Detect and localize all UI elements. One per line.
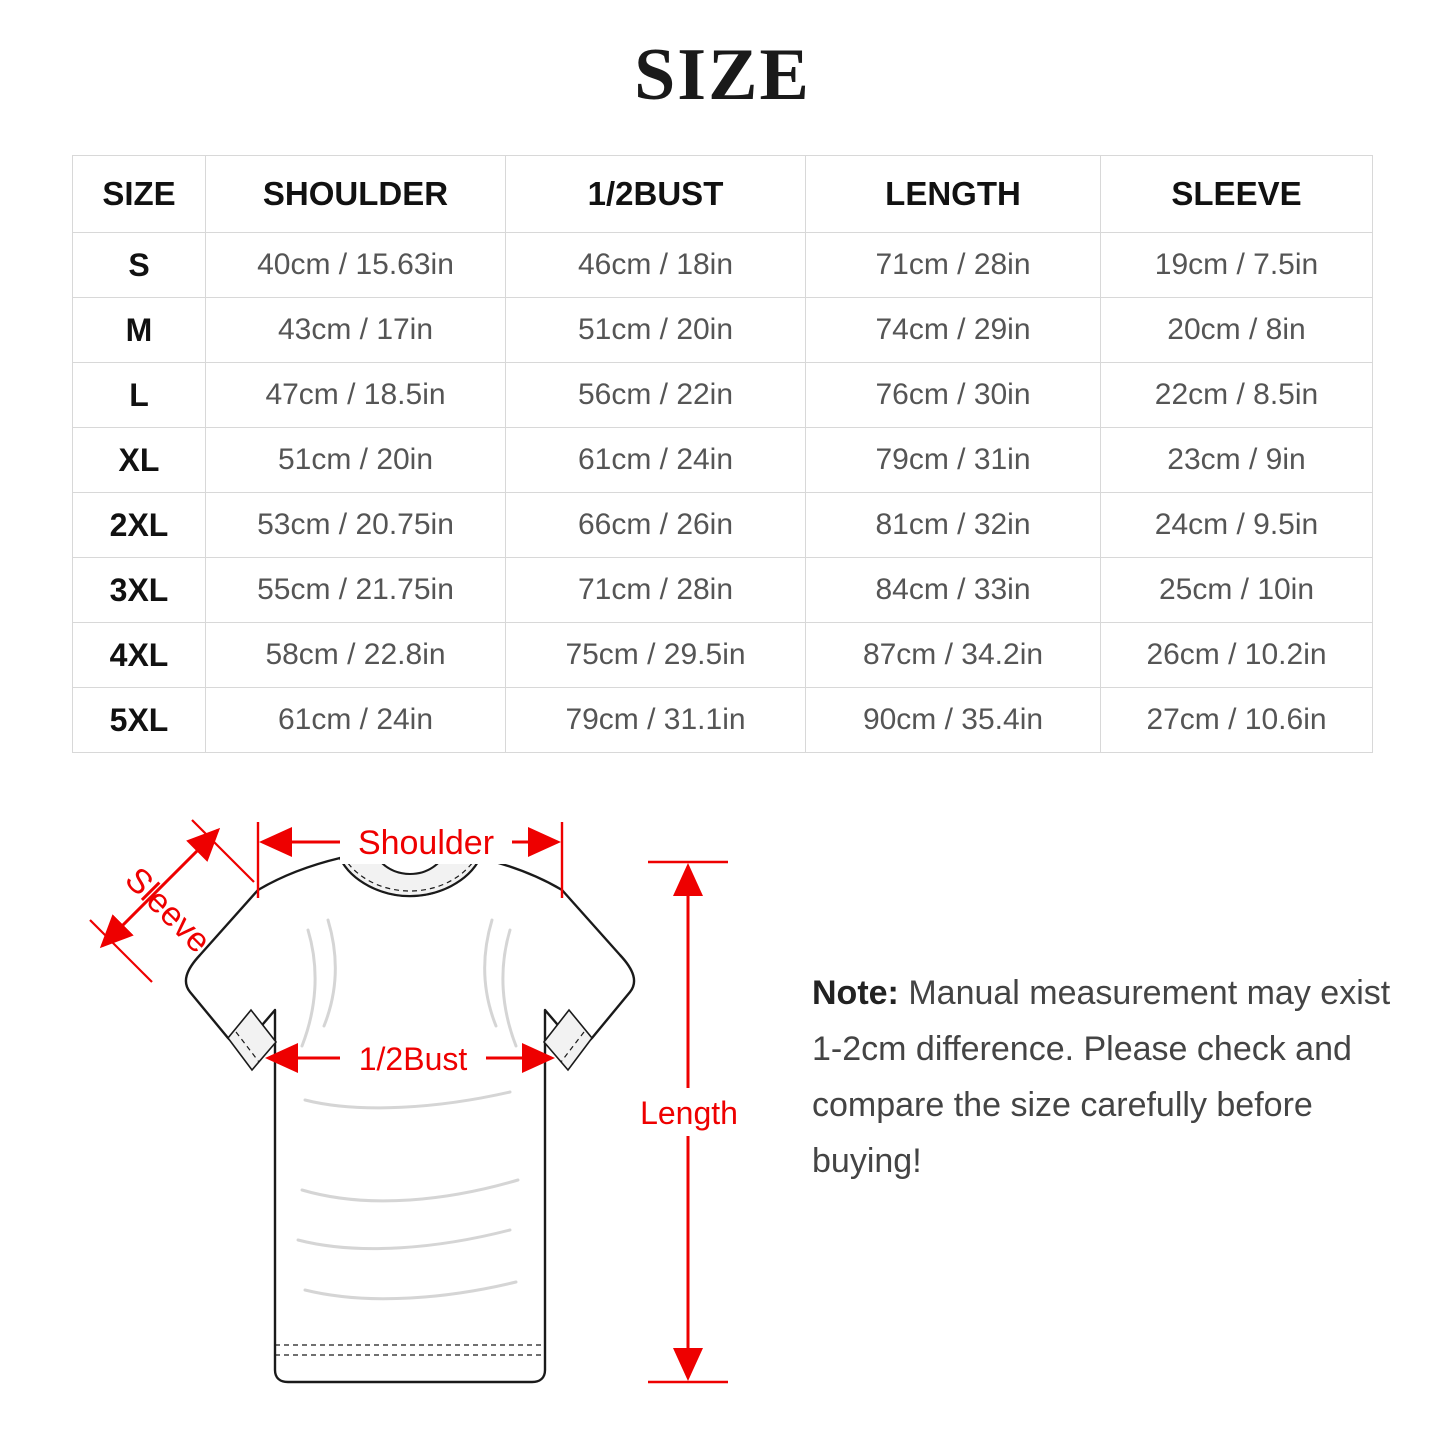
cell-bust: 66cm / 26in xyxy=(506,493,806,558)
cell-shoulder: 47cm / 18.5in xyxy=(206,363,506,428)
cell-shoulder: 61cm / 24in xyxy=(206,688,506,753)
cell-sleeve: 26cm / 10.2in xyxy=(1101,623,1373,688)
measurement-note xyxy=(812,965,1392,1189)
cell-length: 87cm / 34.2in xyxy=(806,623,1101,688)
bust-label: 1/2Bust xyxy=(358,1041,468,1077)
cell-size: XL xyxy=(73,428,206,493)
cell-length: 74cm / 29in xyxy=(806,298,1101,363)
table-row xyxy=(73,623,1373,688)
cell-shoulder: 43cm / 17in xyxy=(206,298,506,363)
cell-bust: 71cm / 28in xyxy=(506,558,806,623)
cell-shoulder: 58cm / 22.8in xyxy=(206,623,506,688)
cell-bust: 46cm / 18in xyxy=(506,233,806,298)
cell-size: 3XL xyxy=(73,558,206,623)
column-header-size: SIZE xyxy=(73,156,206,233)
table-row xyxy=(73,558,1373,623)
cell-bust: 79cm / 31.1in xyxy=(506,688,806,753)
cell-size: M xyxy=(73,298,206,363)
cell-size: 5XL xyxy=(73,688,206,753)
cell-size: 4XL xyxy=(73,623,206,688)
cell-length: 79cm / 31in xyxy=(806,428,1101,493)
table-row xyxy=(73,233,1373,298)
cell-length: 84cm / 33in xyxy=(806,558,1101,623)
cell-size: 2XL xyxy=(73,493,206,558)
cell-sleeve: 22cm / 8.5in xyxy=(1101,363,1373,428)
cell-length: 71cm / 28in xyxy=(806,233,1101,298)
size-chart-table xyxy=(72,155,1373,753)
cell-sleeve: 27cm / 10.6in xyxy=(1101,688,1373,753)
table-row xyxy=(73,493,1373,558)
column-header-sleeve: SLEEVE xyxy=(1101,156,1373,233)
cell-bust: 56cm / 22in xyxy=(506,363,806,428)
column-header-shoulder: SHOULDER xyxy=(206,156,506,233)
tshirt-measurement-diagram xyxy=(40,770,780,1410)
table-row xyxy=(73,298,1373,363)
cell-sleeve: 25cm / 10in xyxy=(1101,558,1373,623)
cell-sleeve: 23cm / 9in xyxy=(1101,428,1373,493)
cell-sleeve: 20cm / 8in xyxy=(1101,298,1373,363)
cell-size: S xyxy=(73,233,206,298)
note-text: Manual measurement may exist 1-2cm difference. Please check and compare the size carefully before buying! xyxy=(812,974,1391,1181)
column-header-bust: 1/2BUST xyxy=(506,156,806,233)
cell-bust: 51cm / 20in xyxy=(506,298,806,363)
cell-length: 90cm / 35.4in xyxy=(806,688,1101,753)
cell-bust: 61cm / 24in xyxy=(506,428,806,493)
cell-length: 81cm / 32in xyxy=(806,493,1101,558)
column-header-length: LENGTH xyxy=(806,156,1101,233)
cell-sleeve: 19cm / 7.5in xyxy=(1101,233,1373,298)
note-label: Note: xyxy=(812,974,899,1012)
shoulder-label: Shoulder xyxy=(357,824,495,862)
table-header-row xyxy=(73,156,1373,233)
cell-shoulder: 53cm / 20.75in xyxy=(206,493,506,558)
cell-length: 76cm / 30in xyxy=(806,363,1101,428)
length-dimension xyxy=(640,862,738,1382)
cell-sleeve: 24cm / 9.5in xyxy=(1101,493,1373,558)
cell-shoulder: 51cm / 20in xyxy=(206,428,506,493)
cell-size: L xyxy=(73,363,206,428)
tshirt-illustration xyxy=(186,847,634,1382)
cell-bust: 75cm / 29.5in xyxy=(506,623,806,688)
table-row xyxy=(73,428,1373,493)
table-row xyxy=(73,363,1373,428)
sleeve-label: Sleeve xyxy=(117,860,218,961)
page-title: SIZE xyxy=(634,34,811,116)
cell-shoulder: 55cm / 21.75in xyxy=(206,558,506,623)
table-row xyxy=(73,688,1373,753)
length-label: Length xyxy=(640,1095,738,1131)
cell-shoulder: 40cm / 15.63in xyxy=(206,233,506,298)
